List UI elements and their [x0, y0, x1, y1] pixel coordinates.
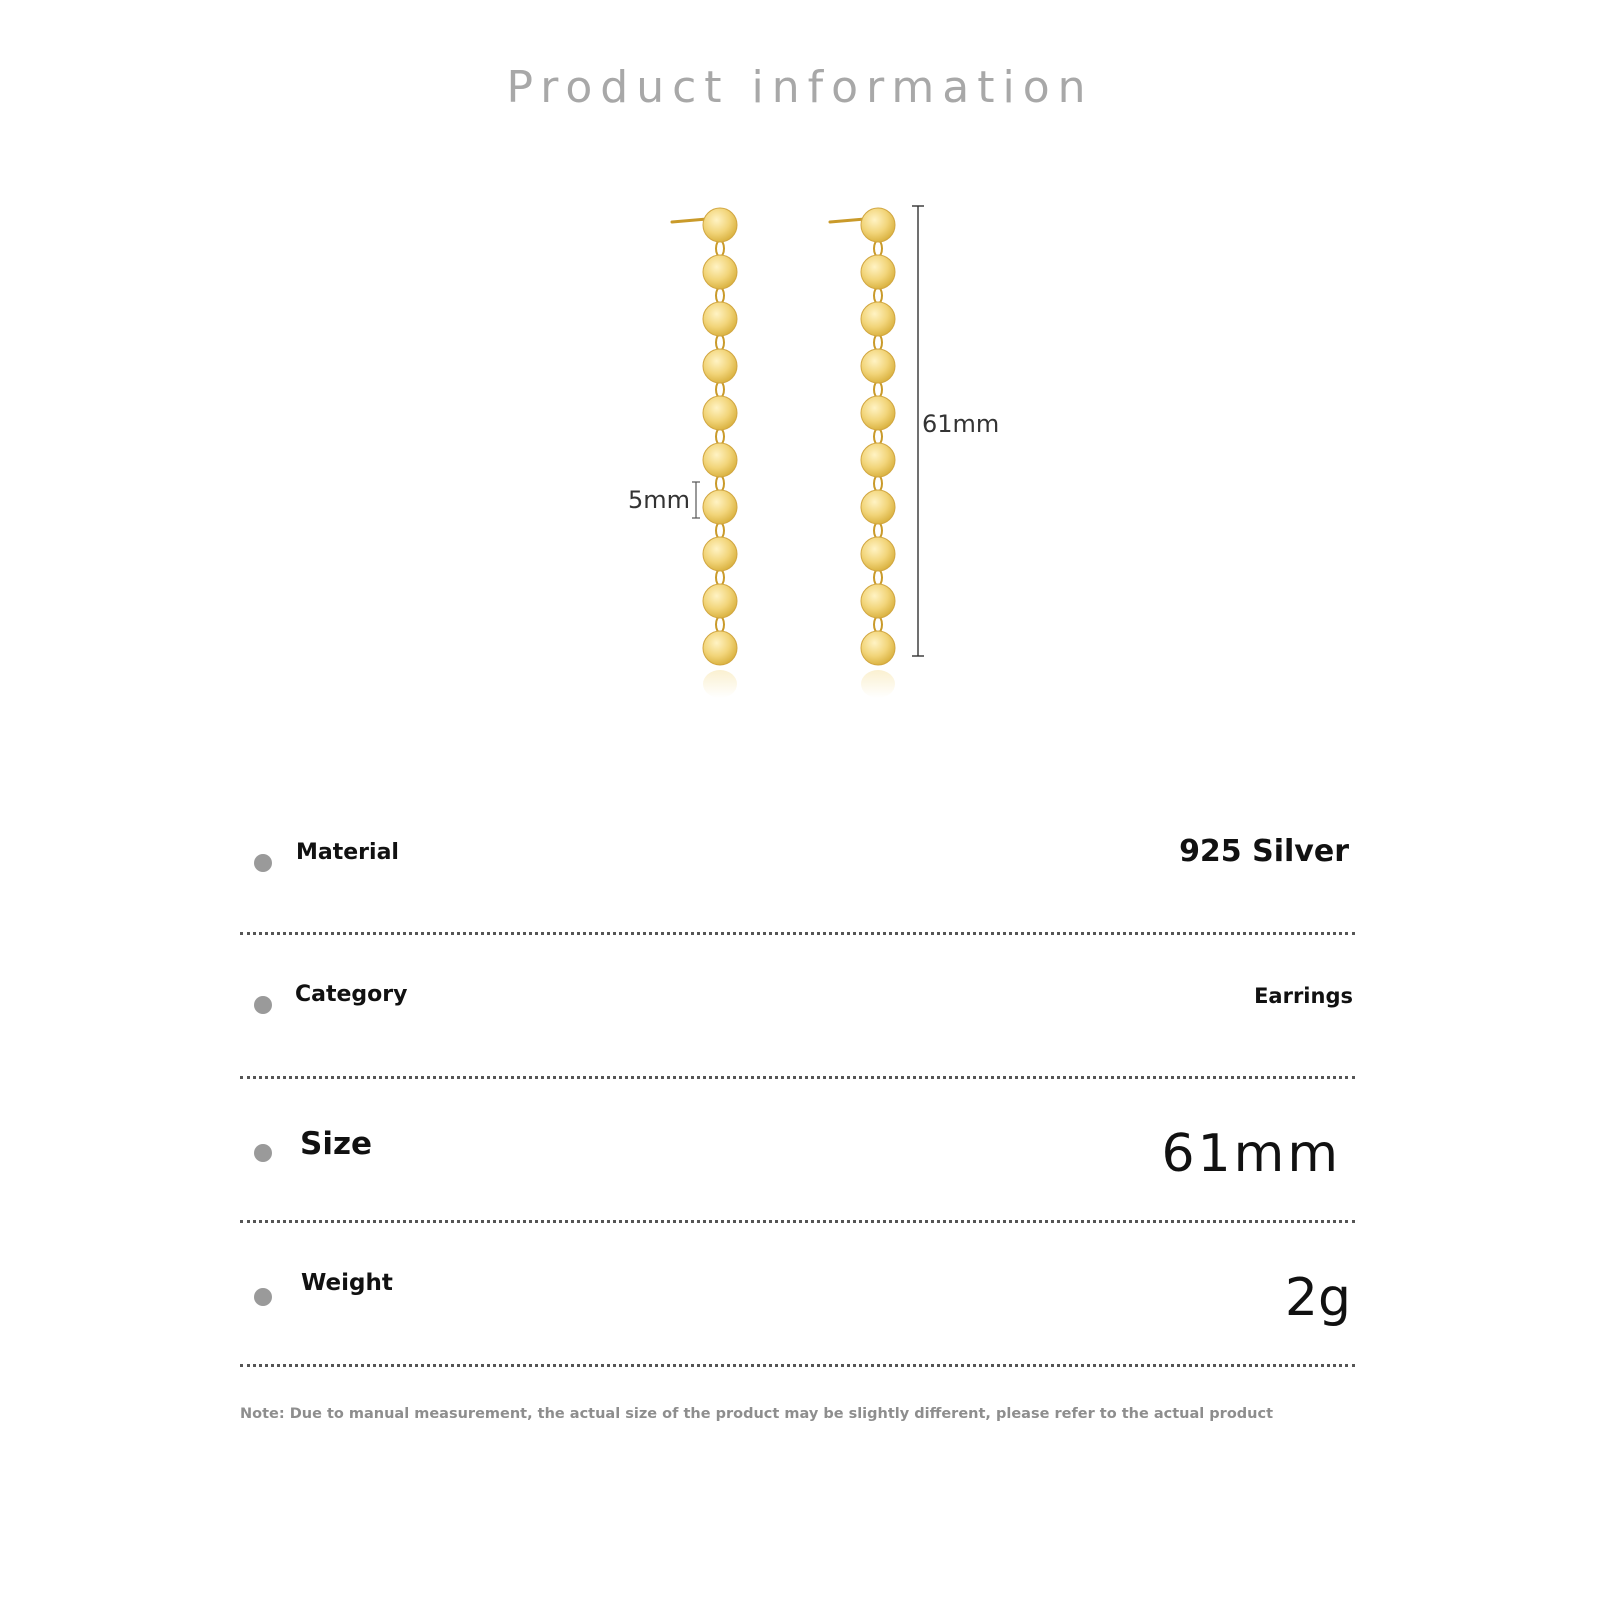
chain-link: [874, 241, 882, 257]
chain-link: [716, 617, 724, 633]
gold-disc: [703, 302, 737, 336]
chain-link: [874, 476, 882, 492]
divider: [240, 1076, 1355, 1079]
gold-disc: [861, 255, 895, 289]
disc-size-dimension: [628, 482, 700, 518]
length-dimension: [912, 206, 999, 656]
gold-disc: [703, 208, 737, 242]
divider: [240, 1364, 1355, 1367]
chain-link: [874, 429, 882, 445]
spec-row-material: [240, 832, 1355, 902]
measurement-note: Note: Due to manual measurement, the actual size of the product may be slightly different, please refer to the actual product: [240, 1406, 1274, 1422]
spec-row-size: [240, 1112, 1355, 1182]
gold-disc: [861, 396, 895, 430]
chain-link: [874, 335, 882, 351]
spec-label: Category: [295, 982, 408, 1007]
gold-disc: [861, 208, 895, 242]
gold-disc: [703, 443, 737, 477]
gold-disc: [703, 396, 737, 430]
chain-link: [874, 382, 882, 398]
gold-disc: [703, 584, 737, 618]
gold-disc: [861, 490, 895, 524]
gold-disc: [703, 631, 737, 665]
chain-link: [716, 523, 724, 539]
spec-value: 925 Silver: [1179, 834, 1349, 869]
chain-link: [716, 429, 724, 445]
chain-link: [716, 476, 724, 492]
spec-row-category: [240, 968, 1355, 1038]
page-title: Product information: [506, 62, 1094, 113]
bullet-icon: [254, 1144, 272, 1162]
gold-disc: [861, 537, 895, 571]
chain-link: [716, 241, 724, 257]
chain-link: [716, 335, 724, 351]
gold-disc: [703, 255, 737, 289]
disc-size-label: 5mm: [627, 486, 690, 514]
right-earring: [830, 208, 895, 698]
bullet-icon: [254, 996, 272, 1014]
left-earring: [672, 208, 737, 698]
gold-disc: [861, 631, 895, 665]
divider: [240, 1220, 1355, 1223]
spec-row-weight: [240, 1256, 1355, 1326]
chain-link: [716, 288, 724, 304]
gold-disc: [861, 443, 895, 477]
spec-value: 61mm: [1161, 1124, 1341, 1184]
divider: [240, 932, 1355, 935]
chain-link: [874, 288, 882, 304]
disc-reflection: [703, 670, 737, 698]
spec-value: Earrings: [1254, 984, 1353, 1008]
chain-link: [874, 523, 882, 539]
disc-reflection: [861, 670, 895, 698]
earring-post: [672, 219, 707, 222]
spec-value: 2g: [1284, 1268, 1351, 1328]
earring-product-image: [600, 190, 1040, 730]
chain-link: [716, 570, 724, 586]
bullet-icon: [254, 1288, 272, 1306]
gold-disc: [703, 349, 737, 383]
spec-label: Size: [300, 1126, 373, 1162]
spec-label: Material: [296, 840, 399, 865]
spec-label: Weight: [301, 1270, 393, 1296]
earring-post: [830, 219, 865, 222]
gold-disc: [703, 537, 737, 571]
length-label: 61mm: [922, 410, 1000, 438]
gold-disc: [861, 302, 895, 336]
gold-disc: [861, 349, 895, 383]
gold-disc: [861, 584, 895, 618]
bullet-icon: [254, 854, 272, 872]
gold-disc: [703, 490, 737, 524]
chain-link: [874, 617, 882, 633]
chain-link: [874, 570, 882, 586]
chain-link: [716, 382, 724, 398]
